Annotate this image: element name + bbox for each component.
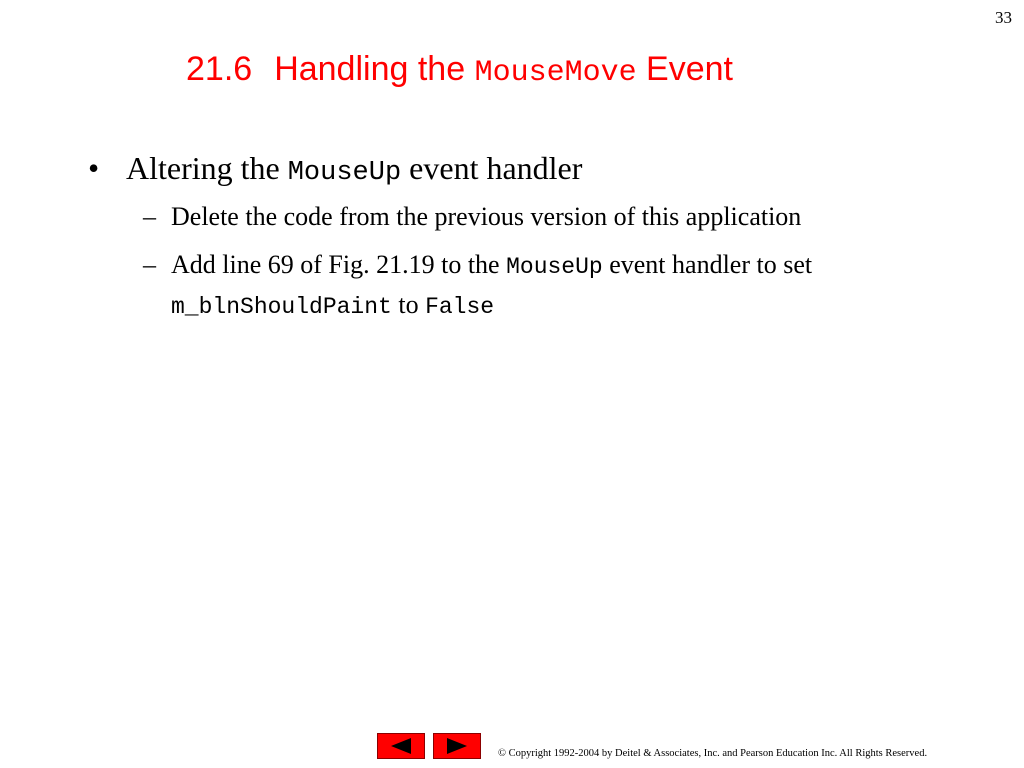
subbullet-text [171,246,943,326]
subbullet-marker: – [143,250,156,279]
title-prefix: Handling the [274,50,475,88]
subbullet-text: Delete the code from the previous version of this application [171,202,802,231]
subbullet-prefix: Add line 69 of Fig. 21.19 to the [171,250,507,279]
slide-title [186,50,733,90]
subbullet-code-false: False [425,294,495,320]
left-triangle-icon [387,737,415,755]
subbullet-code-variable: m_blnShouldPaint [171,294,392,320]
subbullet-middle-1: event handler to set [602,250,813,279]
copyright-notice: © Copyright 1992-2004 by Deitel & Associates, Inc. and Pearson Education Inc. All Rights Reserved. [498,748,928,759]
subbullet-middle-2: to [391,290,426,319]
subbullet-code-mouseup: MouseUp [506,254,603,280]
right-triangle-icon [443,737,471,755]
subbullet-marker: – [143,202,156,231]
bullet-item [88,150,582,188]
bullet-marker: • [88,150,100,186]
slide-navigation [377,733,481,759]
subbullet-item [143,198,943,236]
next-slide-button[interactable] [433,733,481,759]
bullet-suffix: event handler [401,150,583,186]
title-code: MouseMove [474,56,637,90]
title-suffix: Event [636,50,733,88]
slide-number: 33 [995,8,1012,27]
bullet-prefix: Altering the [126,150,288,186]
subbullet-item [143,246,943,326]
section-number: 21.6 [186,50,253,88]
previous-slide-button[interactable] [377,733,425,759]
bullet-code: MouseUp [287,158,402,188]
